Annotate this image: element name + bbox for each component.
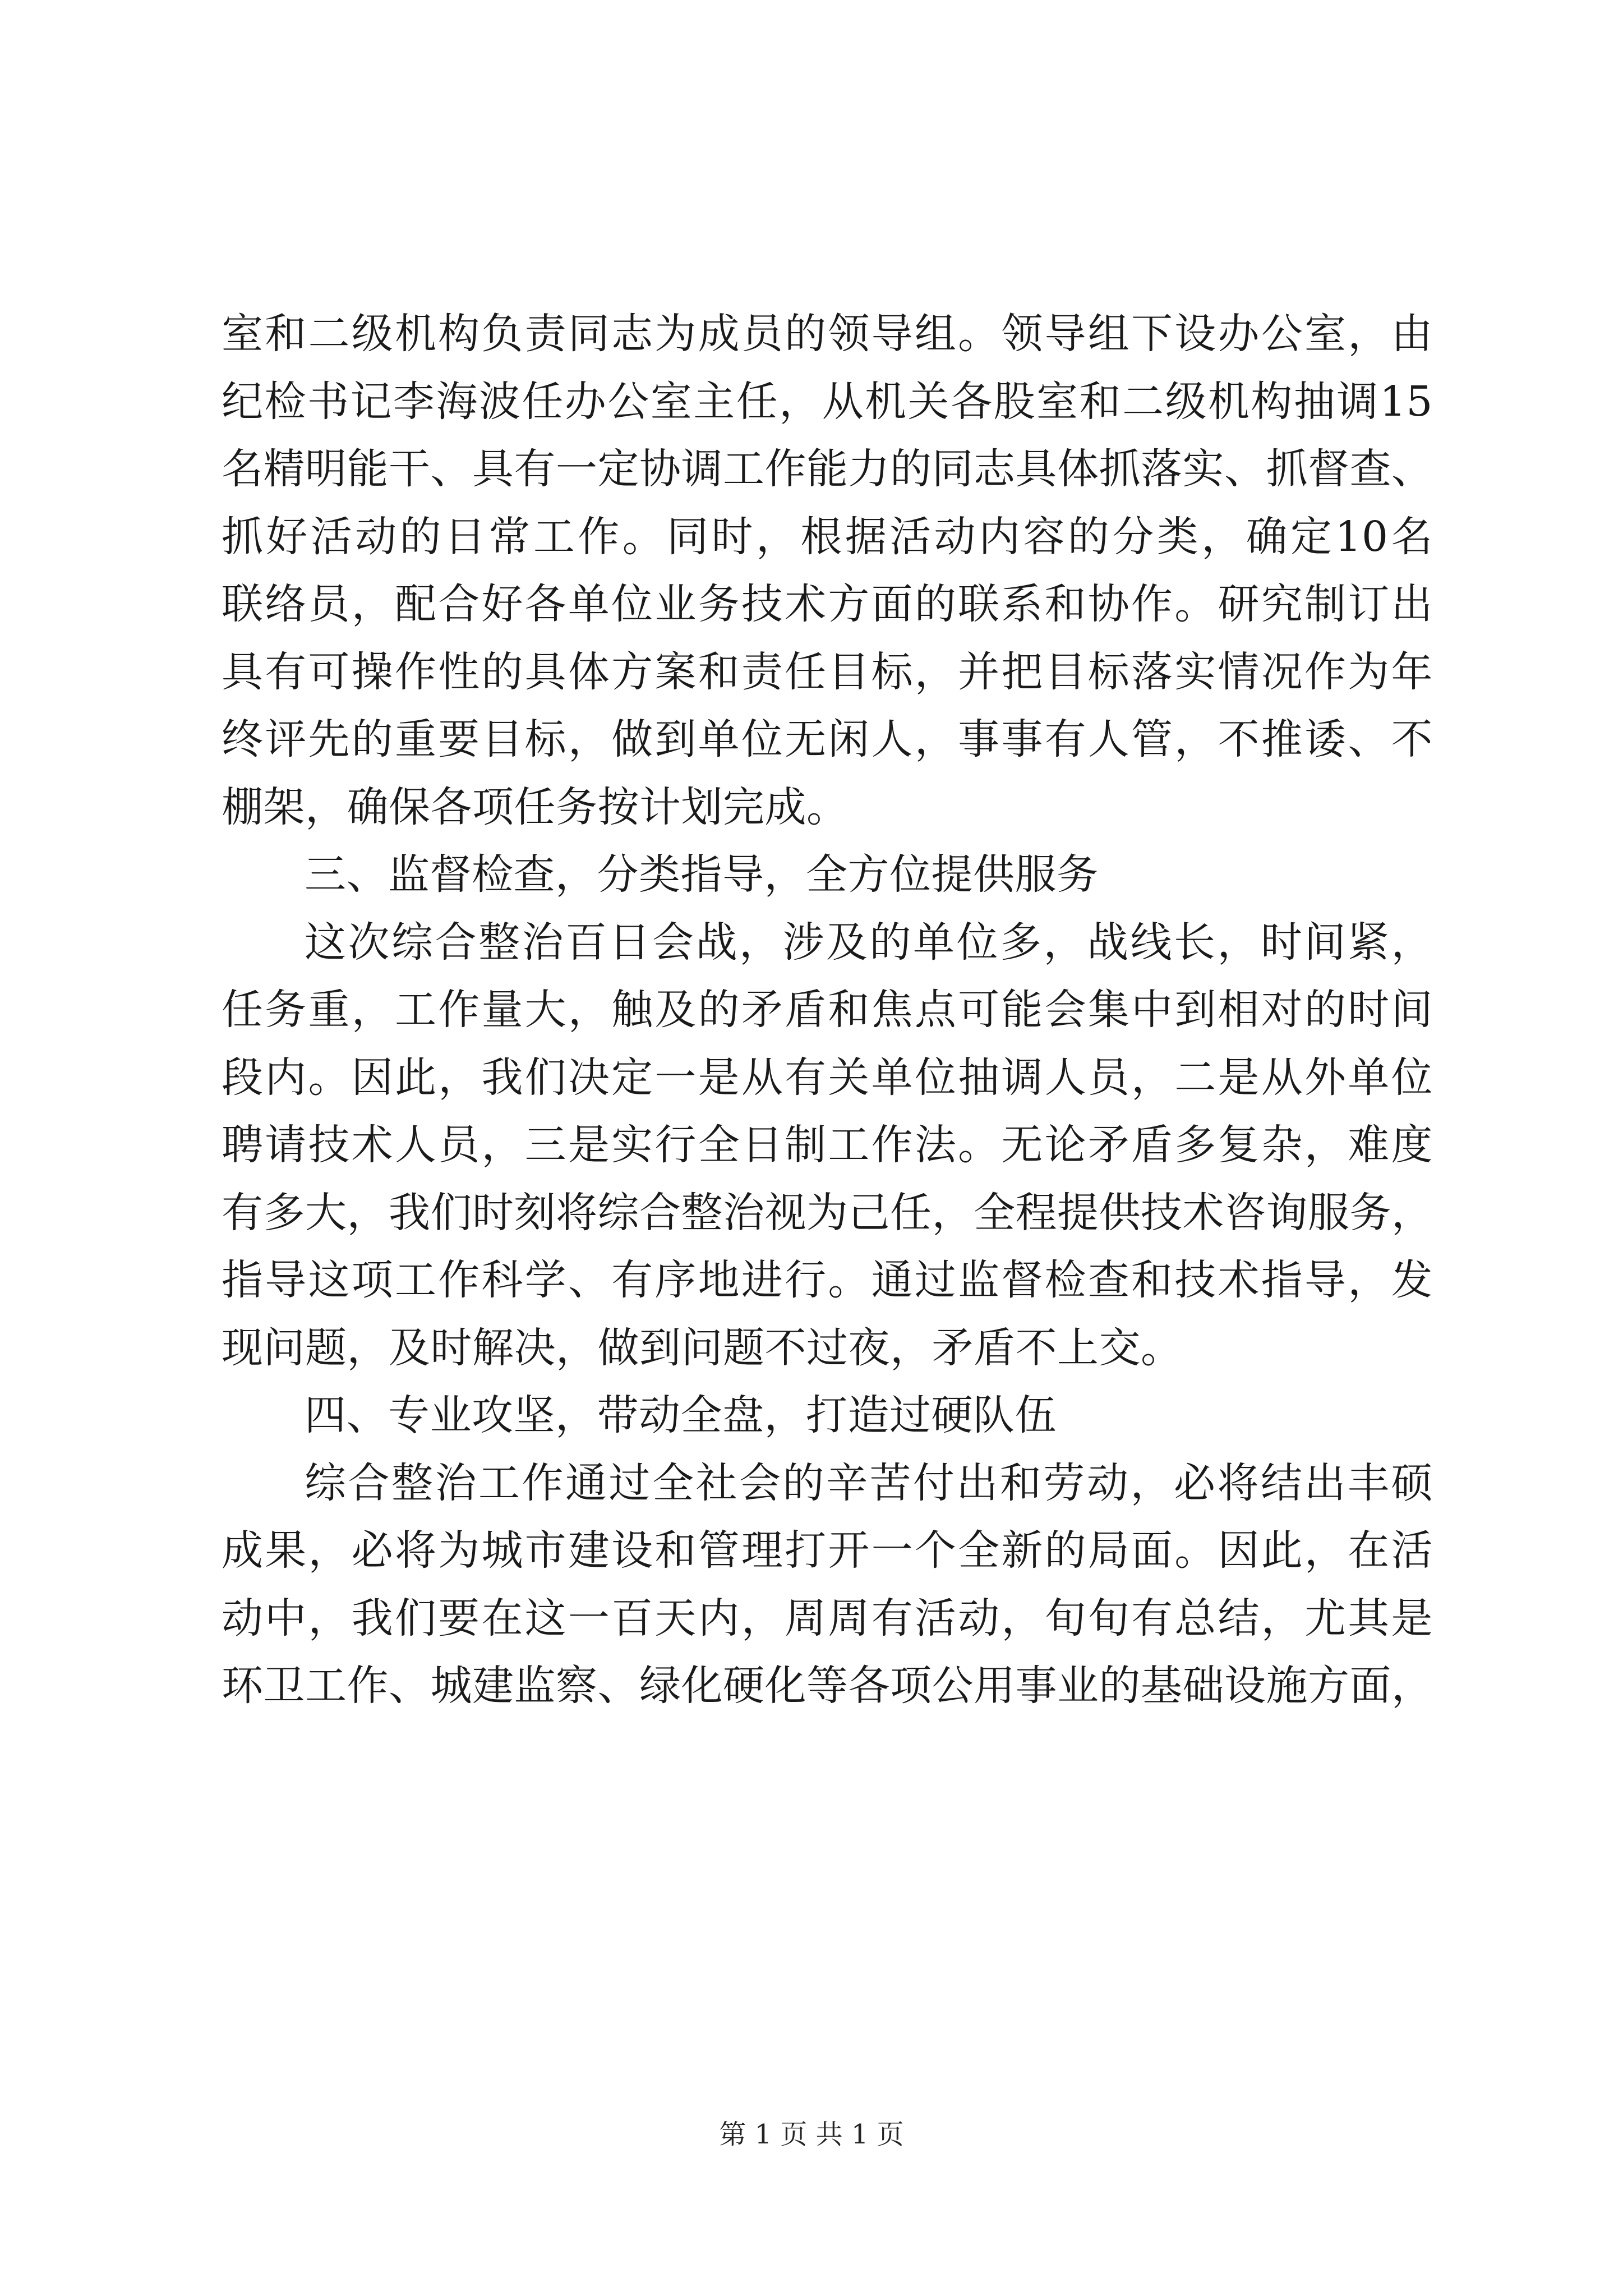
text-line: 有多大，我们时刻将综合整治视为己任，全程提供技术咨询服务， xyxy=(222,1188,1433,1237)
text-line: 成果，必将为城市建设和管理打开一个全新的局面。因此，在活 xyxy=(222,1526,1433,1575)
text-line: 任务重，工作量大，触及的矛盾和焦点可能会集中到相对的时间 xyxy=(222,986,1433,1034)
text-line: 聘请技术人员，三是实行全日制工作法。无论矛盾多复杂，难度 xyxy=(222,1121,1433,1169)
text-line: 指导这项工作科学、有序地进行。通过监督检查和技术指导，发 xyxy=(222,1256,1433,1304)
text-line: 抓好活动的日常工作。同时，根据活动内容的分类，确定10名 xyxy=(222,512,1433,561)
text-line: 终评先的重要目标，做到单位无闲人，事事有人管，不推诿、不 xyxy=(222,715,1433,763)
text-line: 名精明能干、具有一定协调工作能力的同志具体抓落实、抓督查、 xyxy=(222,445,1433,493)
text-line: 段内。因此，我们决定一是从有关单位抽调人员，二是从外单位 xyxy=(222,1053,1433,1102)
page-footer xyxy=(0,2118,1623,2151)
text-line: 棚架，确保各项任务按计划完成。 xyxy=(222,783,849,831)
text-line: 综合整治工作通过全社会的辛苦付出和劳动，必将结出丰硕 xyxy=(305,1458,1433,1507)
text-line: 室和二级机构负责同志为成员的领导组。领导组下设办公室，由 xyxy=(222,310,1433,358)
section-heading: 三、监督检查，分类指导，全方位提供服务 xyxy=(305,850,1099,899)
section-heading: 四、专业攻坚，带动全盘，打造过硬队伍 xyxy=(305,1391,1057,1439)
page-number: 第 1 页 共 1 页 xyxy=(719,2119,904,2150)
text-line: 现问题，及时解决，做到问题不过夜，矛盾不上交。 xyxy=(222,1323,1183,1372)
text-line: 联络员，配合好各单位业务技术方面的联系和协作。研究制订出 xyxy=(222,580,1433,628)
text-line: 这次综合整治百日会战，涉及的单位多，战线长，时间紧， xyxy=(305,918,1433,967)
text-line: 环卫工作、城建监察、绿化硬化等各项公用事业的基础设施方面， xyxy=(222,1662,1433,1710)
text-line: 纪检书记李海波任办公室主任，从机关各股室和二级机构抽调15 xyxy=(222,377,1433,426)
text-line: 动中，我们要在这一百天内，周周有活动，旬旬有总结，尤其是 xyxy=(222,1594,1433,1642)
document-body xyxy=(222,300,1433,1720)
text-line: 具有可操作性的具体方案和责任目标，并把目标落实情况作为年 xyxy=(222,647,1433,696)
